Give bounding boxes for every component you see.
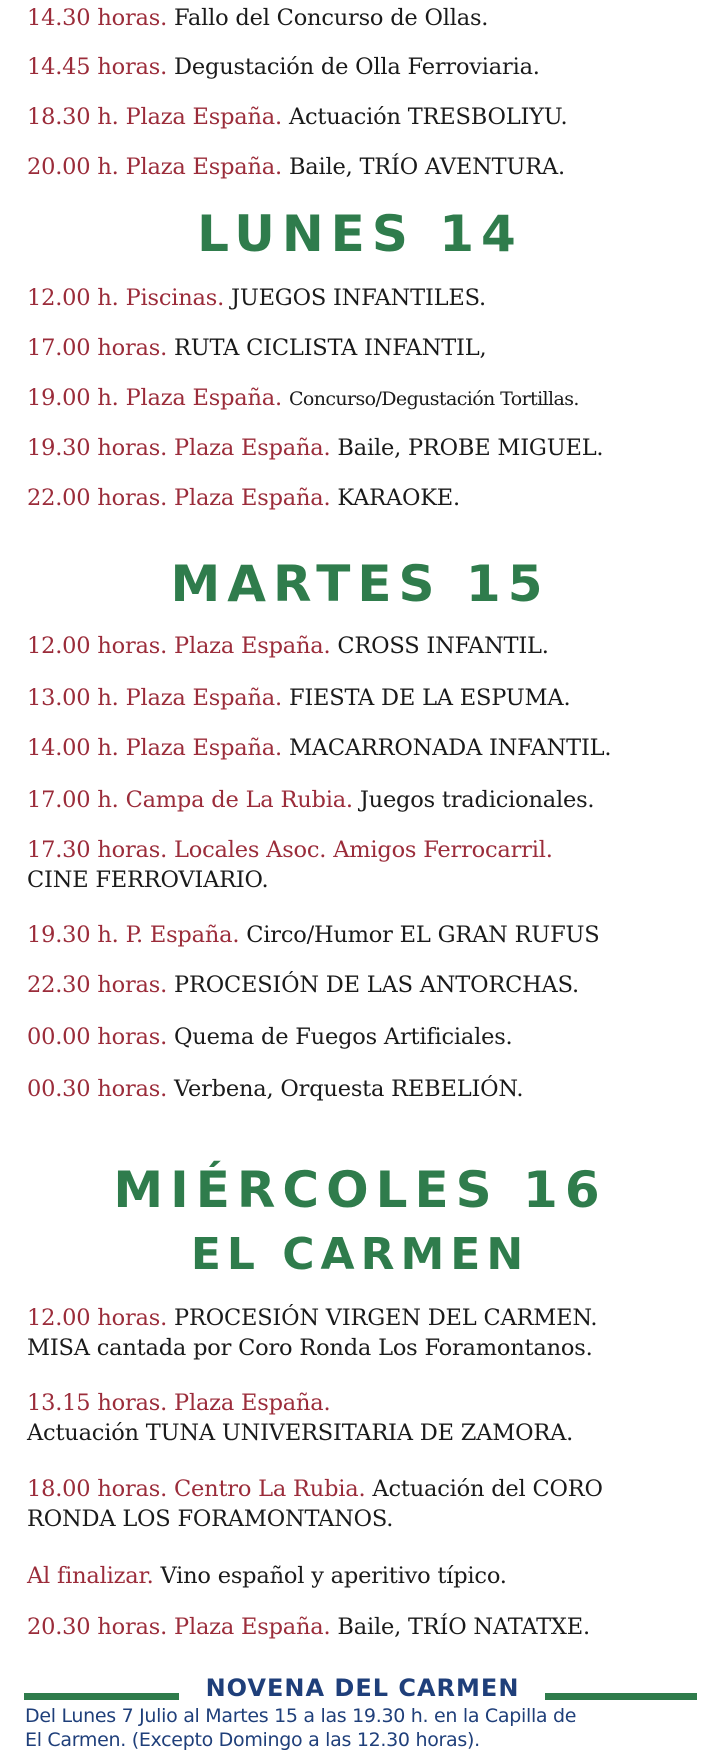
footer-divider-right: [545, 1693, 697, 1700]
schedule-entry: [27, 433, 717, 463]
entry-event: Vino español y aperitivo típico.: [160, 1563, 507, 1589]
entry-event: JUEGOS INFANTILES.: [231, 285, 486, 311]
entry-time: 14.30 horas.: [27, 5, 168, 31]
entry-event: Baile, PROBE MIGUEL.: [337, 435, 604, 461]
schedule-entry: [27, 970, 717, 1000]
entry-event: Fallo del Concurso de Ollas.: [174, 5, 489, 31]
schedule-entry: [27, 1074, 717, 1104]
schedule-entry: [27, 1612, 717, 1642]
schedule-entry: [27, 383, 717, 414]
entry-event-continued: Actuación TUNA UNIVERSITARIA DE ZAMORA.: [27, 1420, 574, 1446]
entry-time: 00.30 horas.: [27, 1076, 168, 1102]
entry-event: PROCESIÓN DE LAS ANTORCHAS.: [174, 972, 579, 998]
entry-place: Plaza España.: [174, 1614, 331, 1640]
footer-divider-left: [24, 1693, 179, 1700]
entry-place: Plaza España.: [125, 735, 282, 761]
entry-time: 14.45 horas.: [27, 54, 168, 80]
schedule-entry: [27, 1303, 717, 1363]
entry-time: 22.00 horas.: [27, 485, 168, 511]
day-heading-lunes: LUNES 14: [197, 205, 523, 263]
schedule-entry: [27, 785, 717, 815]
schedule-entry: [27, 1474, 717, 1534]
entry-place: Locales Asoc. Amigos Ferrocarril.: [174, 837, 553, 863]
schedule-entry: [27, 52, 717, 82]
entry-event: CROSS INFANTIL.: [337, 633, 549, 659]
entry-place: P. España.: [125, 922, 240, 948]
schedule-entry: [27, 283, 717, 313]
entry-event-continued: CINE FERROVIARIO.: [27, 867, 269, 893]
entry-time: 12.00 horas.: [27, 1305, 168, 1331]
day-heading-miercoles: MIÉRCOLES 16: [113, 1161, 607, 1219]
entry-event: Circo/Humor EL GRAN RUFUS: [246, 922, 600, 948]
entry-time: 19.30 h.: [27, 922, 119, 948]
entry-time: 17.00 h.: [27, 787, 119, 813]
day-subheading-el-carmen: EL CARMEN: [190, 1229, 530, 1280]
entry-place: Plaza España.: [125, 154, 282, 180]
entry-place: Plaza España.: [125, 685, 282, 711]
entry-place: Plaza España.: [125, 385, 282, 411]
entry-time: 14.00 h.: [27, 735, 119, 761]
entry-place: Piscinas.: [125, 285, 225, 311]
entry-event: Baile, TRÍO NATATXE.: [337, 1614, 590, 1640]
entry-time: 12.00 horas.: [27, 633, 168, 659]
entry-place: Plaza España.: [174, 1390, 331, 1416]
entry-time: 19.30 horas.: [27, 435, 168, 461]
schedule-entry: [27, 1561, 717, 1591]
entry-event: Quema de Fuegos Artificiales.: [174, 1024, 513, 1050]
entry-time: 18.30 h.: [27, 104, 119, 130]
entry-place: Campa de La Rubia.: [125, 787, 353, 813]
entry-time: 22.30 horas.: [27, 972, 168, 998]
entry-event: KARAOKE.: [337, 485, 460, 511]
novena-title: NOVENA DEL CARMEN: [205, 1674, 520, 1702]
entry-time: 17.30 horas.: [27, 837, 168, 863]
novena-line-2: El Carmen. (Excepto Domingo a las 12.30 horas).: [25, 1729, 480, 1751]
entry-event: Concurso/Degustación Tortillas.: [288, 388, 579, 410]
entry-time: 20.30 horas.: [27, 1614, 168, 1640]
schedule-entry: [27, 1388, 717, 1448]
novena-text: [25, 1704, 715, 1752]
schedule-entry: [27, 102, 717, 132]
entry-event: PROCESIÓN VIRGEN DEL CARMEN.: [174, 1305, 598, 1331]
entry-time: 00.00 horas.: [27, 1024, 168, 1050]
novena-line-1: Del Lunes 7 Julio al Martes 15 a las 19.30 h. en la Capilla de: [25, 1705, 577, 1727]
entry-event-continued: RONDA LOS FORAMONTANOS.: [27, 1506, 394, 1532]
schedule-entry: [27, 733, 717, 763]
schedule-entry: [27, 3, 717, 33]
schedule-entry: [27, 631, 717, 661]
entry-time: Al finalizar.: [27, 1563, 154, 1589]
entry-event: Actuación del CORO: [372, 1476, 603, 1502]
entry-place: Plaza España.: [174, 633, 331, 659]
entry-time: 12.00 h.: [27, 285, 119, 311]
schedule-entry: [27, 920, 717, 950]
entry-event: Actuación TRESBOLIYU.: [288, 104, 568, 130]
entry-time: 13.15 horas.: [27, 1390, 168, 1416]
entry-event: Verbena, Orquesta REBELIÓN.: [174, 1076, 524, 1102]
entry-event: RUTA CICLISTA INFANTIL,: [174, 335, 487, 361]
entry-time: 20.00 h.: [27, 154, 119, 180]
entry-time: 18.00 horas.: [27, 1476, 168, 1502]
schedule-entry: [27, 1022, 717, 1052]
schedule-entry: [27, 483, 717, 513]
schedule-entry: [27, 835, 717, 895]
entry-event: Juegos tradicionales.: [359, 787, 595, 813]
schedule-entry: [27, 152, 717, 182]
day-heading-martes: MARTES 15: [170, 555, 550, 613]
entry-time: 17.00 horas.: [27, 335, 168, 361]
entry-place: Plaza España.: [125, 104, 282, 130]
entry-time: 19.00 h.: [27, 385, 119, 411]
entry-place: Plaza España.: [174, 435, 331, 461]
entry-place: Plaza España.: [174, 485, 331, 511]
schedule-entry: [27, 683, 717, 713]
entry-event: Baile, TRÍO AVENTURA.: [288, 154, 565, 180]
entry-event-continued: MISA cantada por Coro Ronda Los Foramontanos.: [27, 1335, 593, 1361]
entry-event: FIESTA DE LA ESPUMA.: [288, 685, 571, 711]
entry-event: Degustación de Olla Ferroviaria.: [174, 54, 540, 80]
schedule-entry: [27, 333, 717, 363]
entry-event: MACARRONADA INFANTIL.: [288, 735, 612, 761]
entry-place: Centro La Rubia.: [174, 1476, 366, 1502]
entry-time: 13.00 h.: [27, 685, 119, 711]
